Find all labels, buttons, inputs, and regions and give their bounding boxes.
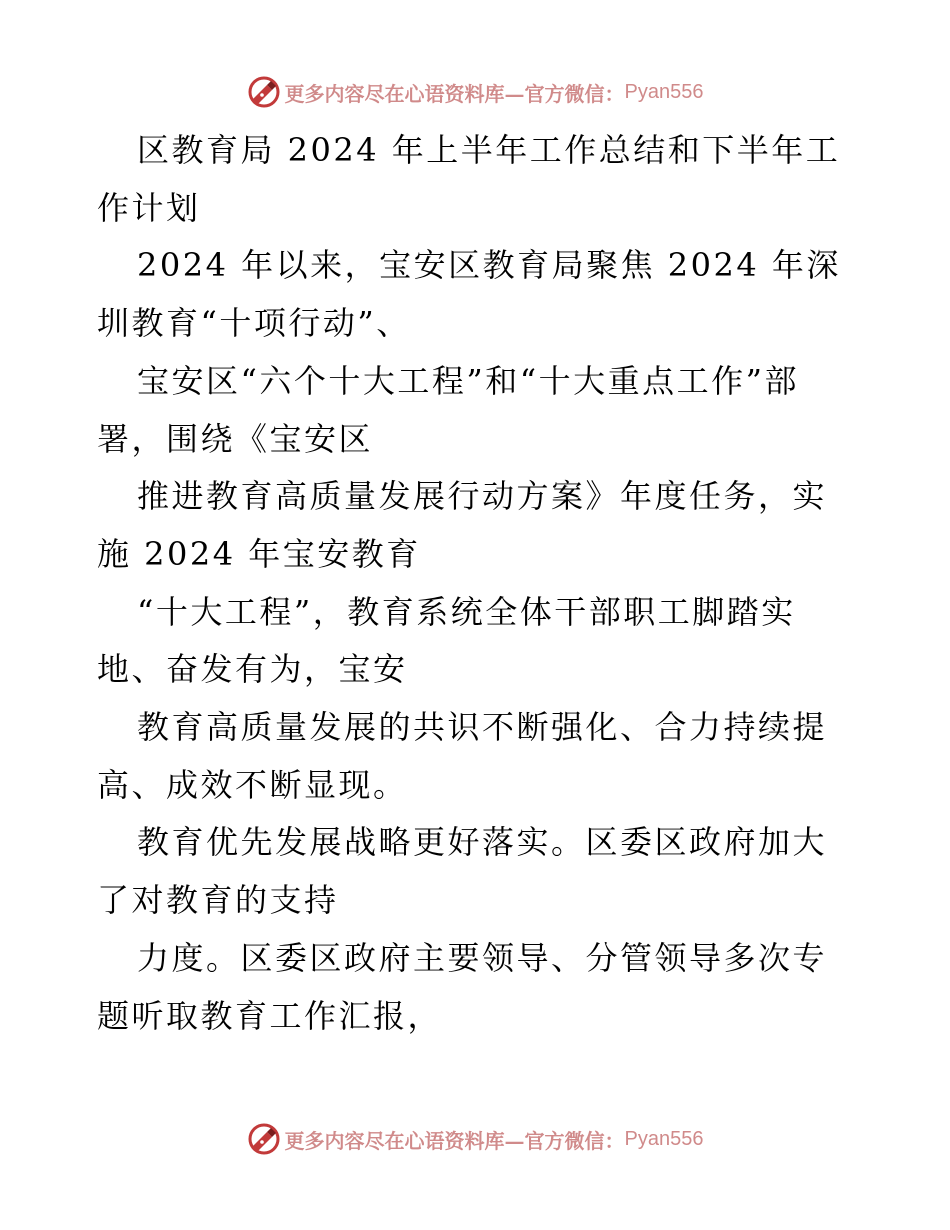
paragraph: 推进教育高质量发展行动方案》年度任务，实施 2024 年宝安教育 — [97, 477, 828, 573]
footer-watermark — [0, 1119, 950, 1159]
watermark-text: 更多内容尽在心语资料库—官方微信： — [284, 1128, 625, 1153]
paragraph: 宝安区“六个十大工程”和“十大重点工作”部署，围绕《宝安区 — [97, 361, 799, 458]
header-watermark — [0, 72, 950, 112]
paragraph: 教育优先发展战略更好落实。区委区政府加大了对教育的支持 — [97, 823, 828, 920]
document-body — [97, 122, 857, 1045]
watermark-wechat-id: Pyan556 — [624, 80, 704, 103]
pen-nib-logo-icon — [247, 75, 281, 109]
paragraph: 教育高质量发展的共识不断强化、合力持续提高、成效不断显现。 — [97, 708, 828, 804]
document-title: 区教育局 2024 年上半年工作总结和下半年工作计划 — [97, 131, 841, 227]
paragraph: 力度。区委区政府主要领导、分管领导多次专题听取教育工作汇报， — [97, 938, 828, 1035]
pen-nib-logo-icon — [247, 1122, 281, 1156]
watermark-text: 更多内容尽在心语资料库—官方微信： — [284, 81, 625, 106]
paragraph: 2024 年以来，宝安区教育局聚焦 2024 年深圳教育“十项行动”、 — [97, 246, 841, 343]
watermark-wechat-id: Pyan556 — [624, 1127, 704, 1150]
paragraph: “十大工程”，教育系统全体干部职工脚踏实地、奋发有为，宝安 — [97, 592, 796, 689]
